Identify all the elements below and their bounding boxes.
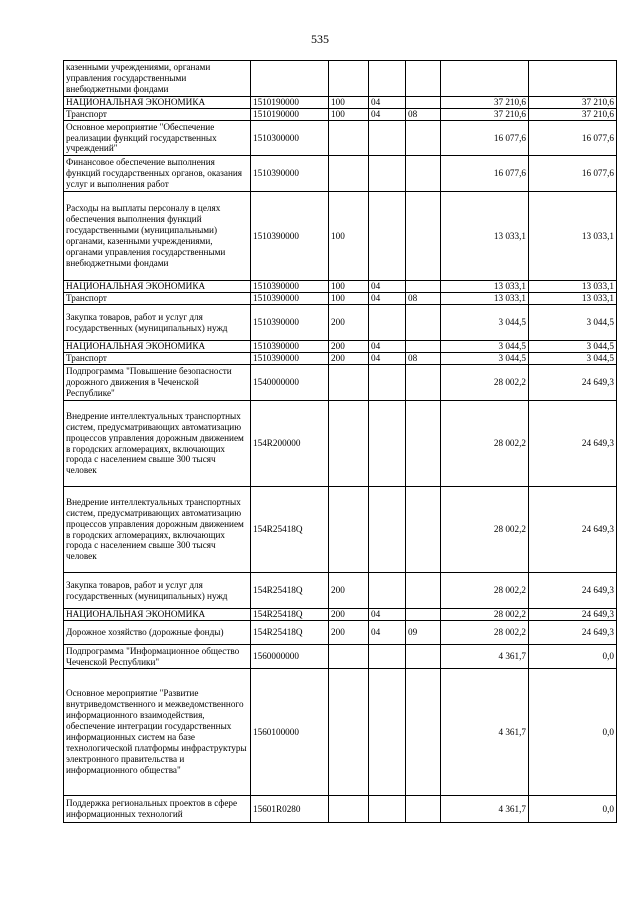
cell-amount-year-2: 24 649,3 [529,621,617,645]
cell-expense-type-code [329,156,369,192]
table-row [64,645,617,669]
cell-section-code: 04 [369,109,406,121]
cell-name: Дорожное хозяйство (дорожные фонды) [64,621,251,645]
cell-section-code [369,192,406,281]
table-row [64,121,617,156]
cell-expense-type-code: 200 [329,353,369,365]
cell-expense-type-code: 100 [329,97,369,109]
cell-section-code [369,401,406,487]
cell-amount-year-2: 0,0 [529,796,617,823]
cell-target-item-code: 1510390000 [251,305,329,341]
cell-target-item-code: 1510390000 [251,192,329,281]
cell-subsection-code [406,365,441,401]
cell-expense-type-code: 200 [329,305,369,341]
table-row [64,353,617,365]
cell-subsection-code [406,487,441,573]
cell-amount-year-2 [529,61,617,97]
cell-name: НАЦИОНАЛЬНАЯ ЭКОНОМИКА [64,609,251,621]
cell-expense-type-code: 100 [329,293,369,305]
cell-amount-year-2: 13 033,1 [529,293,617,305]
cell-amount-year-1: 13 033,1 [441,192,529,281]
cell-subsection-code [406,401,441,487]
cell-name: НАЦИОНАЛЬНАЯ ЭКОНОМИКА [64,281,251,293]
budget-table [63,60,617,823]
cell-section-code [369,669,406,796]
cell-name: Подпрограмма "Информационное общество Чеченской Республики" [64,645,251,669]
table-row [64,109,617,121]
cell-expense-type-code [329,796,369,823]
cell-amount-year-1: 37 210,6 [441,97,529,109]
table-row [64,156,617,192]
cell-amount-year-1: 28 002,2 [441,401,529,487]
table-row [64,796,617,823]
cell-amount-year-2: 37 210,6 [529,109,617,121]
cell-amount-year-2: 16 077,6 [529,156,617,192]
cell-section-code [369,305,406,341]
cell-name: Основное мероприятие "Развитие внутриведомственного и межведомственного информационного взаимодействия, обеспечение интеграции государственных информационных систем на базе технологической платформы инфраструктуры электронного правительства и информационного общества" [64,669,251,796]
cell-expense-type-code: 100 [329,281,369,293]
cell-target-item-code: 1510390000 [251,353,329,365]
cell-amount-year-2: 16 077,6 [529,121,617,156]
cell-section-code: 04 [369,353,406,365]
cell-name: казенными учреждениями, органами управления государственными внебюджетными фондами [64,61,251,97]
cell-name: Транспорт [64,353,251,365]
table-row [64,341,617,353]
cell-amount-year-1: 3 044,5 [441,341,529,353]
cell-subsection-code [406,669,441,796]
cell-expense-type-code [329,365,369,401]
table-row [64,669,617,796]
cell-subsection-code [406,341,441,353]
cell-expense-type-code: 100 [329,109,369,121]
cell-name: Внедрение интеллектуальных транспортных систем, предусматривающих автоматизацию процессов управления дорожным движением в городских агломерациях, включающих города с населением свыше 300 тысяч человек [64,487,251,573]
cell-amount-year-1: 3 044,5 [441,353,529,365]
cell-section-code: 04 [369,293,406,305]
cell-name: Подпрограмма "Повышение безопасности дорожного движения в Чеченской Республике" [64,365,251,401]
cell-subsection-code: 08 [406,353,441,365]
cell-section-code [369,645,406,669]
cell-amount-year-1: 13 033,1 [441,293,529,305]
cell-expense-type-code: 100 [329,192,369,281]
cell-name: НАЦИОНАЛЬНАЯ ЭКОНОМИКА [64,97,251,109]
cell-target-item-code: 154R25418Q [251,573,329,609]
cell-name: Транспорт [64,109,251,121]
cell-section-code: 04 [369,609,406,621]
cell-subsection-code: 08 [406,293,441,305]
cell-section-code [369,121,406,156]
cell-subsection-code: 08 [406,109,441,121]
table-row [64,365,617,401]
table-body [64,61,617,823]
cell-expense-type-code [329,121,369,156]
cell-name: Транспорт [64,293,251,305]
cell-amount-year-2: 13 033,1 [529,192,617,281]
cell-amount-year-1: 16 077,6 [441,121,529,156]
cell-name: Поддержка региональных проектов в сфере информационных технологий [64,796,251,823]
cell-section-code: 04 [369,97,406,109]
cell-expense-type-code: 200 [329,573,369,609]
page-number: 535 [311,32,329,46]
cell-subsection-code [406,305,441,341]
cell-target-item-code: 154R25418Q [251,609,329,621]
cell-expense-type-code [329,401,369,487]
cell-section-code [369,573,406,609]
cell-amount-year-1: 28 002,2 [441,609,529,621]
cell-target-item-code: 1510190000 [251,109,329,121]
table-row [64,281,617,293]
cell-amount-year-1: 28 002,2 [441,365,529,401]
table-row [64,293,617,305]
cell-amount-year-2: 13 033,1 [529,281,617,293]
cell-amount-year-1: 28 002,2 [441,573,529,609]
table-row [64,61,617,97]
cell-target-item-code: 154R200000 [251,401,329,487]
cell-subsection-code: 09 [406,621,441,645]
cell-expense-type-code [329,487,369,573]
cell-amount-year-1: 4 361,7 [441,645,529,669]
cell-section-code [369,365,406,401]
cell-amount-year-1: 37 210,6 [441,109,529,121]
cell-target-item-code: 1560100000 [251,669,329,796]
cell-subsection-code [406,97,441,109]
cell-amount-year-1: 16 077,6 [441,156,529,192]
cell-target-item-code: 1540000000 [251,365,329,401]
cell-target-item-code: 1510390000 [251,293,329,305]
cell-target-item-code: 154R25418Q [251,621,329,645]
cell-section-code: 04 [369,341,406,353]
cell-name: Финансовое обеспечение выполнения функций государственных органов, оказания услуг и выполнения работ [64,156,251,192]
cell-subsection-code [406,121,441,156]
cell-amount-year-2: 24 649,3 [529,573,617,609]
cell-expense-type-code: 200 [329,609,369,621]
table-row [64,97,617,109]
cell-target-item-code: 1510390000 [251,281,329,293]
cell-section-code: 04 [369,281,406,293]
table-row [64,573,617,609]
cell-expense-type-code [329,61,369,97]
cell-subsection-code [406,61,441,97]
cell-subsection-code [406,281,441,293]
cell-section-code [369,487,406,573]
table-row [64,487,617,573]
cell-subsection-code [406,645,441,669]
cell-amount-year-1: 28 002,2 [441,621,529,645]
cell-target-item-code [251,61,329,97]
cell-amount-year-2: 3 044,5 [529,353,617,365]
cell-subsection-code [406,192,441,281]
cell-expense-type-code: 200 [329,341,369,353]
cell-subsection-code [406,609,441,621]
cell-amount-year-2: 24 649,3 [529,487,617,573]
cell-section-code [369,156,406,192]
cell-section-code: 04 [369,621,406,645]
cell-target-item-code: 1510300000 [251,121,329,156]
cell-section-code [369,61,406,97]
cell-amount-year-2: 24 649,3 [529,401,617,487]
cell-name: НАЦИОНАЛЬНАЯ ЭКОНОМИКА [64,341,251,353]
cell-amount-year-1: 4 361,7 [441,669,529,796]
cell-target-item-code: 1510190000 [251,97,329,109]
cell-expense-type-code [329,669,369,796]
cell-amount-year-2: 37 210,6 [529,97,617,109]
cell-amount-year-1 [441,61,529,97]
cell-name: Основное мероприятие "Обеспечение реализации функций государственных учреждений" [64,121,251,156]
cell-amount-year-1: 3 044,5 [441,305,529,341]
cell-subsection-code [406,796,441,823]
cell-amount-year-2: 3 044,5 [529,305,617,341]
cell-expense-type-code: 200 [329,621,369,645]
cell-amount-year-2: 0,0 [529,669,617,796]
cell-amount-year-2: 3 044,5 [529,341,617,353]
cell-target-item-code: 15601R0280 [251,796,329,823]
cell-subsection-code [406,573,441,609]
cell-subsection-code [406,156,441,192]
table-row [64,192,617,281]
table-row [64,621,617,645]
cell-amount-year-1: 13 033,1 [441,281,529,293]
cell-target-item-code: 1560000000 [251,645,329,669]
cell-target-item-code: 154R25418Q [251,487,329,573]
cell-amount-year-2: 24 649,3 [529,365,617,401]
cell-name: Закупка товаров, работ и услуг для государственных (муниципальных) нужд [64,573,251,609]
table-row [64,305,617,341]
cell-name: Закупка товаров, работ и услуг для государственных (муниципальных) нужд [64,305,251,341]
table-row [64,609,617,621]
cell-amount-year-2: 0,0 [529,645,617,669]
cell-name: Расходы на выплаты персоналу в целях обеспечения выполнения функций государственными (муниципальными) органами, казенными учреждениями, органами управления государственными внебюджетными фондами [64,192,251,281]
cell-target-item-code: 1510390000 [251,341,329,353]
cell-amount-year-1: 4 361,7 [441,796,529,823]
cell-name: Внедрение интеллектуальных транспортных систем, предусматривающих автоматизацию процессов управления дорожным движением в городских агломерациях, включающих города с населением свыше 300 тысяч человек [64,401,251,487]
cell-amount-year-2: 24 649,3 [529,609,617,621]
cell-section-code [369,796,406,823]
cell-amount-year-1: 28 002,2 [441,487,529,573]
table-row [64,401,617,487]
cell-expense-type-code [329,645,369,669]
cell-target-item-code: 1510390000 [251,156,329,192]
